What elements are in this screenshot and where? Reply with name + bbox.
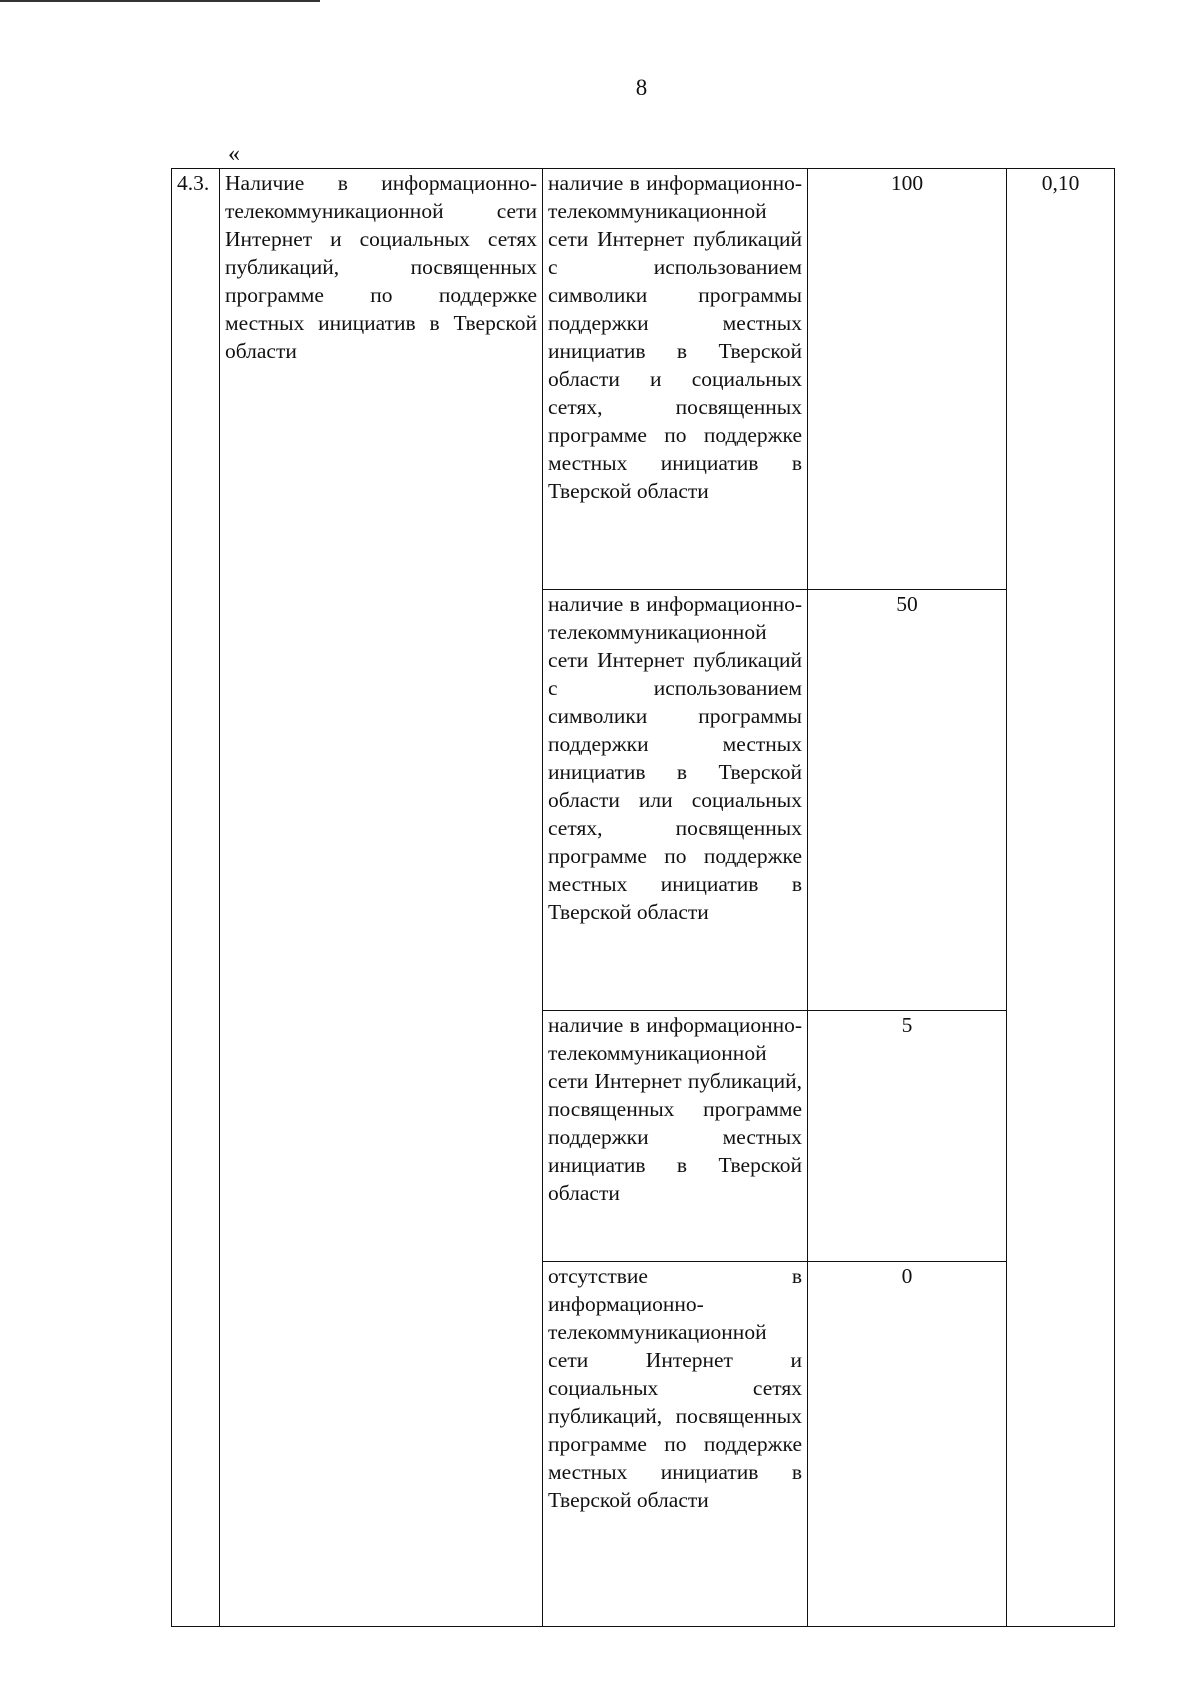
option-description: наличие в информационно-телекоммуникационной сети Интернет публикаций с использованием символики программы поддержки местных инициатив в Тверской области и социальных сетях, посвященных программе по поддержке местных инициатив в Тверской области xyxy=(543,169,808,590)
option-score: 0 xyxy=(808,1262,1007,1627)
table-row xyxy=(172,169,1115,590)
criterion-number: 4.3. xyxy=(172,169,220,1627)
option-description: наличие в информационно-телекоммуникационной сети Интернет публикаций с использованием символики программы поддержки местных инициатив в Тверской области или социальных сетях, посвященных программе по поддержке местных инициатив в Тверской области xyxy=(543,590,808,1011)
option-description: отсутствие в информационно-телекоммуникационной сети Интернет и социальных сетях публикаций, посвященных программе по поддержке местных инициатив в Тверской области xyxy=(543,1262,808,1627)
option-description: наличие в информационно-телекоммуникационной сети Интернет публикаций, посвященных программе поддержки местных инициатив в Тверской области xyxy=(543,1011,808,1262)
criterion-name: Наличие в информационно-телекоммуникационной сети Интернет и социальных сетях публикаций, посвященных программе по поддержке местных инициатив в Тверской области xyxy=(220,169,543,1627)
option-score: 5 xyxy=(808,1011,1007,1262)
page-number: 8 xyxy=(635,75,648,100)
option-score: 100 xyxy=(808,169,1007,590)
scan-edge-line xyxy=(0,0,320,2)
criterion-weight: 0,10 xyxy=(1007,169,1115,1627)
criteria-table xyxy=(171,168,1115,1627)
option-score: 50 xyxy=(808,590,1007,1011)
opening-quote-mark: « xyxy=(228,141,240,167)
